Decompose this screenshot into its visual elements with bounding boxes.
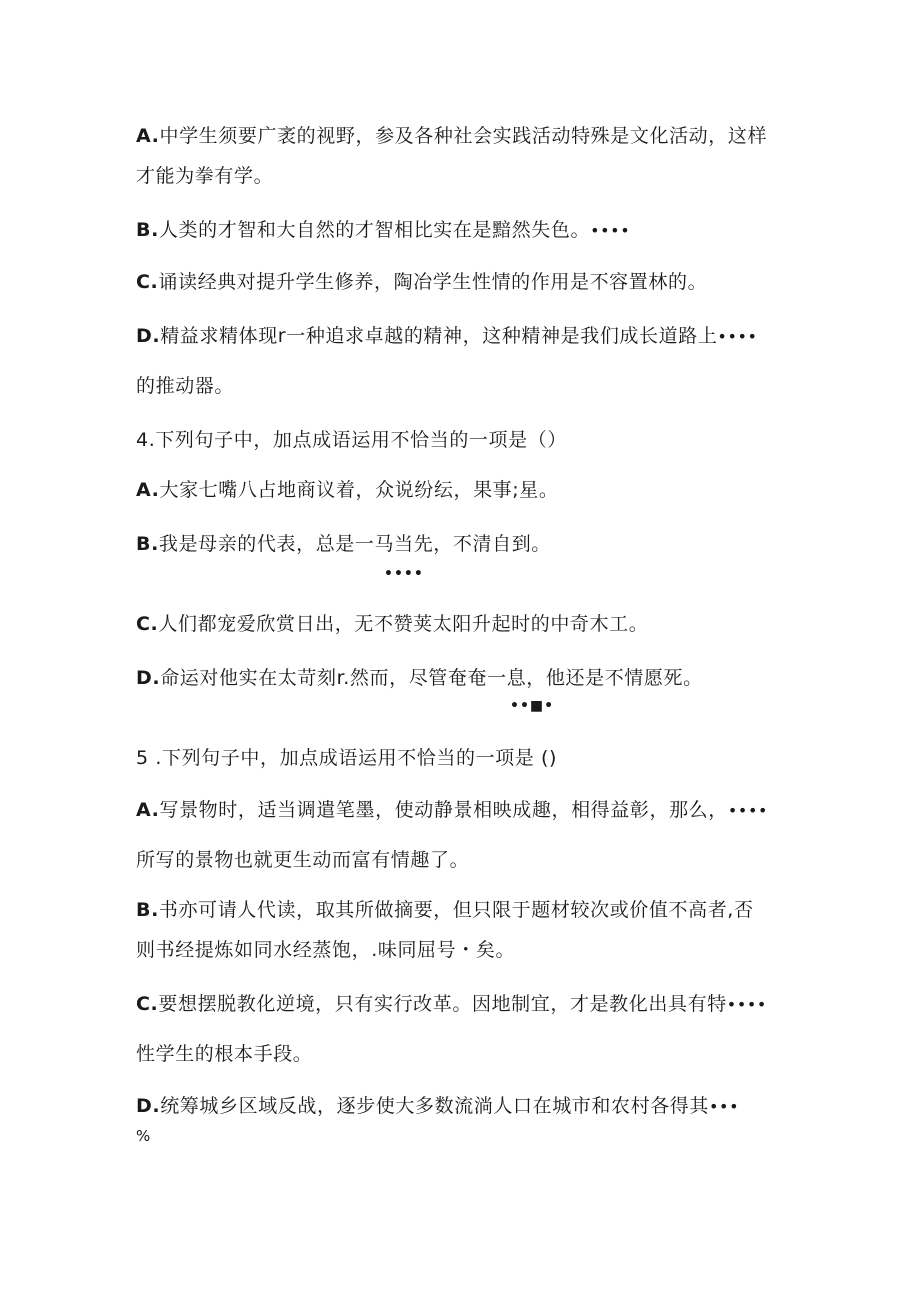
q4-option-b-label: B. [136, 533, 159, 555]
q4-option-b [136, 532, 551, 556]
q3-option-c [136, 270, 707, 294]
q3-option-a-text: 中学生须要广袤的视野，参及各种社会实践活动特殊是文化活动，这样 [159, 125, 768, 147]
q5-option-c-label: C. [136, 993, 159, 1015]
q4-option-d-text: 命运对他实在太苛刻r.然而，尽管奄奄一息，他还是不情愿死。 [160, 667, 703, 689]
q4-option-a-label: A. [136, 479, 160, 501]
q4-option-a [136, 478, 559, 502]
q5-option-a-label: A. [136, 799, 160, 821]
q3-option-d-label: D. [136, 325, 161, 347]
q5-option-b-text: 书亦可请人代读，取其所做摘要，但只限于题材较次或价值不高者,否 [158, 899, 754, 921]
q5-option-c-dots: •••• [726, 995, 767, 1014]
q5-option-b-label: B. [136, 899, 159, 921]
q3-option-b-label: B. [136, 219, 159, 241]
q3-option-a-line2: 才能为拳有学。 [136, 165, 274, 187]
q3-option-c-label: C. [136, 271, 159, 293]
q4-option-a-text: 大家七嘴八占地商议着，众说纷纭，果事;星。 [159, 479, 559, 501]
q4-option-b-text: 我是母亲的代表，总是一马当先，不清自到。 [158, 533, 551, 555]
q5-option-c-text: 要想摆脱教化逆境，只有实行改革。因地制宜，才是教化出具有特 [158, 993, 727, 1015]
q3-option-d-text: 精益求精体现r一种追求卓越的精神，这种精神是我们成长道路上 [160, 325, 718, 347]
q5-option-c-line2: 性学生的根本手段。 [136, 1043, 313, 1065]
q3-option-d-line1 [136, 324, 758, 349]
q3-option-b [136, 218, 630, 243]
q5-option-a-text: 写景物时，适当调遣笔墨，使动静景相映成趣，相得益彰，那么， [159, 799, 728, 821]
q5-option-b-line2: 则书经提炼如同水经蒸饱，.味同屈号・矣。 [136, 939, 516, 961]
q3-option-d-line2: 的推动器。 [136, 375, 235, 397]
q3-option-a-line1 [136, 124, 767, 148]
q5-option-a-line2: 所写的景物也就更生动而富有情趣了。 [136, 849, 470, 871]
q5-option-d-label: D. [136, 1095, 161, 1117]
q4-option-c [136, 612, 648, 636]
q5-option-d-line1 [136, 1094, 739, 1119]
q4-option-c-text: 人们都宠爱欣赏日出，无不赞荚太阳升起时的中奇木工。 [158, 613, 649, 635]
q5-option-d-dots: ••• [709, 1097, 740, 1116]
q4-option-d-dots: ••■• [510, 698, 555, 714]
q3-option-c-text: 诵读经典对提升学生修养，陶冶学生性情的作用是不容置林的。 [158, 271, 708, 293]
q5-option-a-line1 [136, 798, 768, 823]
q3-option-b-dots: •••• [590, 221, 631, 240]
q5-option-d-line2: % [136, 1127, 151, 1145]
q5-stem: 5 .下列句子中，加点成语运用不恰当的一项是 () [136, 747, 558, 769]
q5-option-c-line1 [136, 992, 767, 1017]
q4-option-c-label: C. [136, 613, 159, 635]
q3-option-a-label: A. [136, 125, 160, 147]
q3-option-b-text: 人类的才智和大自然的才智相比实在是黯然失色。 [158, 219, 591, 241]
q4-option-b-dots: •••• [384, 566, 424, 582]
q5-option-a-dots: •••• [727, 801, 769, 820]
q4-stem: 4.下列句子中，加点成语运用不恰当的一项是（） [136, 429, 567, 451]
q4-option-d [136, 666, 703, 690]
q4-option-d-label: D. [136, 667, 161, 689]
q5-option-d-text: 统筹城乡区域反战，逐步使大多数流淌人口在城市和农村各得其 [160, 1095, 710, 1117]
q3-option-d-dots: •••• [717, 327, 758, 346]
q5-option-b-line1 [136, 898, 754, 922]
